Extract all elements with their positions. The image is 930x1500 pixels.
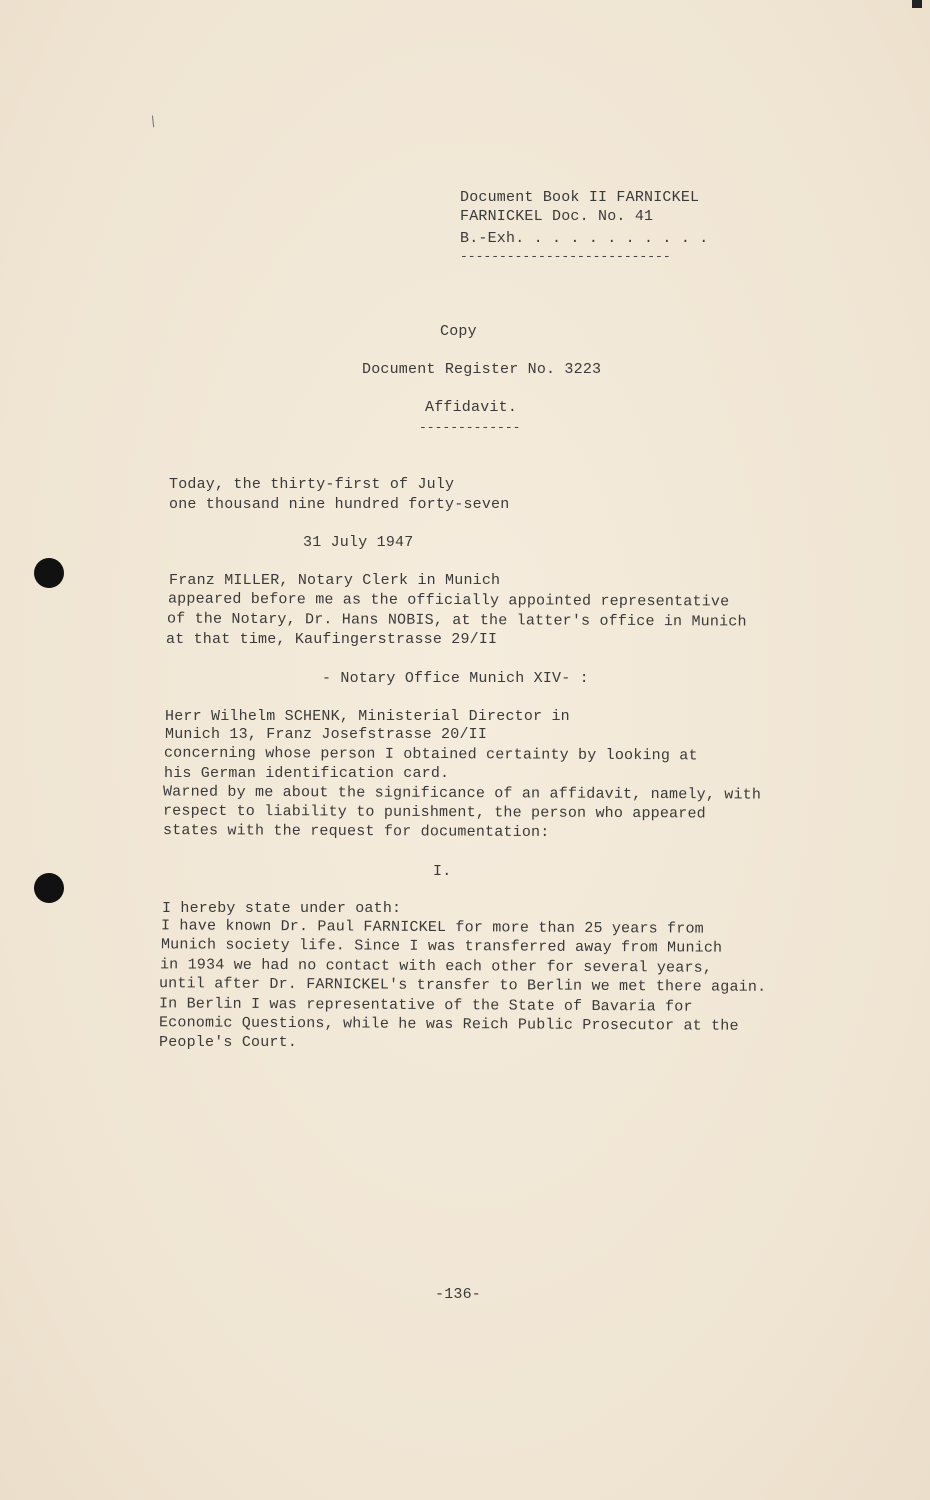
person-line3: concerning whose person I obtained certainty by looking at (163, 744, 698, 765)
exhibit-line: B.-Exh. . . . . . . . . . . (460, 230, 709, 247)
doc-number-line: FARNICKEL Doc. No. 41 (460, 208, 654, 225)
notary-line4: at that time, Kaufingerstrasse 29/II (166, 631, 498, 648)
date-numeric: 31 July 1947 (303, 534, 414, 551)
header-rule: --------------------------- (460, 249, 671, 264)
person-line7: states with the request for documentation: (162, 821, 550, 842)
statement-line5: until after Dr. FARNICKEL's transfer to Berlin we met there again. (158, 975, 767, 996)
register-number: Document Register No. 3223 (362, 361, 602, 378)
doc-book-line: Document Book II FARNICKEL (460, 189, 700, 206)
section-number: I. (433, 863, 452, 880)
statement-line4: in 1934 we had no contact with each other for several years, (159, 956, 713, 977)
affidavit-title: Affidavit. (425, 399, 518, 416)
person-line1: Herr Wilhelm SCHENK, Ministerial Director in (165, 708, 570, 725)
notary-line2: appeared before me as the officially appointed representative (167, 590, 730, 611)
person-line5: Warned by me about the significance of an affidavit, namely, with (162, 783, 762, 804)
date-text-line2: one thousand nine hundred forty-seven (169, 496, 510, 513)
date-text-line1: Today, the thirty-first of July (169, 476, 455, 493)
punch-hole-top (34, 558, 64, 588)
copy-label: Copy (440, 323, 477, 340)
notary-line3: of the Notary, Dr. Hans NOBIS, at the latter's office in Munich (166, 610, 747, 631)
statement-line1: I hereby state under oath: (162, 900, 402, 917)
pencil-mark: / (146, 114, 163, 132)
statement-line6: In Berlin I was representative of the State of Bavaria for (158, 995, 693, 1016)
statement-line7: Economic Questions, while he was Reich Public Prosecutor at the (158, 1014, 739, 1035)
statement-line2: I have known Dr. Paul FARNICKEL for more than 25 years from (160, 917, 704, 938)
person-line6: respect to liability to punishment, the person who appeared (162, 802, 706, 823)
statement-line3: Munich society life. Since I was transferred away from Munich (160, 936, 723, 957)
title-rule: ------------- (419, 420, 521, 435)
person-line2: Munich 13, Franz Josefstrasse 20/II (165, 726, 488, 743)
page-number: -136- (435, 1286, 482, 1303)
punch-hole-bottom (34, 873, 64, 903)
person-line4: his German identification card. (164, 765, 450, 782)
notary-line1: Franz MILLER, Notary Clerk in Munich (169, 572, 501, 589)
statement-line8: People's Court. (159, 1034, 298, 1051)
notary-office: - Notary Office Munich XIV- : (322, 670, 589, 687)
corner-mark (912, 0, 922, 8)
